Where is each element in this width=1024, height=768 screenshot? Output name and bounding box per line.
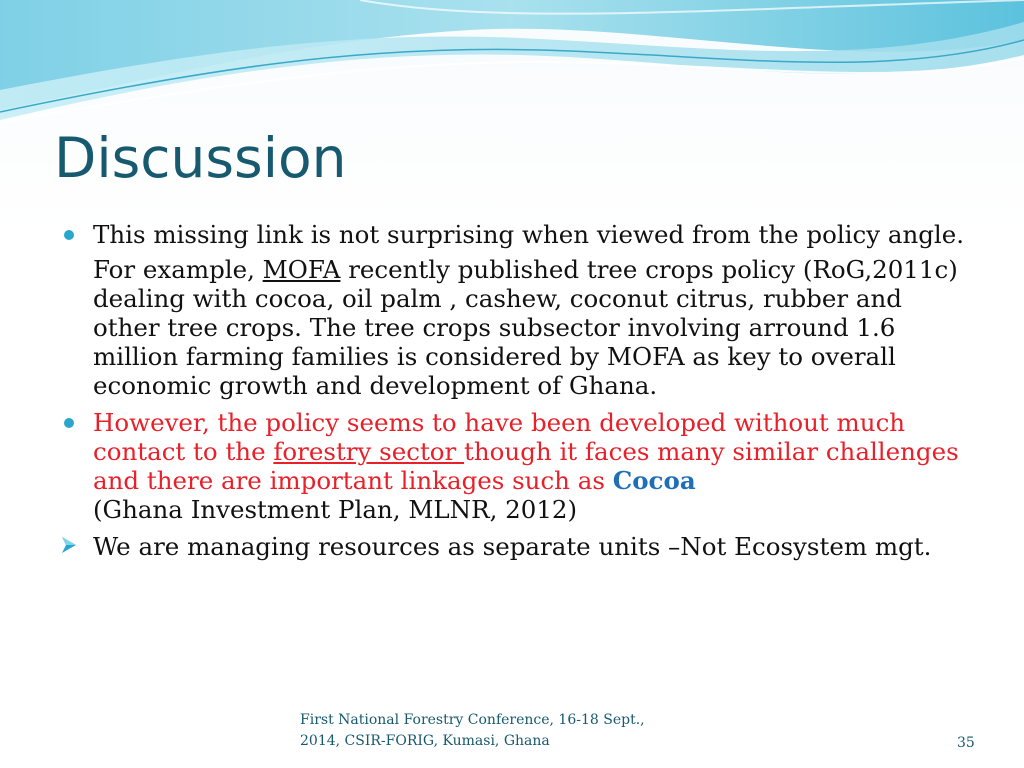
slide-title: Discussion <box>54 126 347 190</box>
footer-text: First National Forestry Conference, 16-18 Sept., 2014, CSIR-FORIG, Kumasi, Ghana <box>300 712 645 749</box>
bullet-item-1 <box>60 220 970 400</box>
slide-number: 35 <box>957 735 975 751</box>
forestry-sector-underlined: forestry sector <box>273 437 465 466</box>
bullet-text-part1: However, the policy seems to have been developed without much contact to the <box>93 408 906 466</box>
bullet-dot-icon <box>64 230 74 240</box>
arrow-bullet-icon <box>60 535 78 555</box>
bullet-list <box>60 220 970 569</box>
mofa-underlined: MOFA <box>262 255 341 284</box>
bullet-item-2 <box>60 408 970 524</box>
bullet-text-part2: though it faces many similar challenges and there are important linkages such as <box>93 437 959 495</box>
cocoa-emphasis: Cocoa <box>612 466 696 495</box>
bullet-text: This missing link is not surprising when viewed from the policy angle. <box>93 220 965 249</box>
citation-text: (Ghana Investment Plan, MLNR, 2012) <box>93 495 578 524</box>
bullet-text: We are managing resources as separate units –Not Ecosystem mgt. <box>93 532 932 561</box>
bullet-dot-icon <box>64 418 74 428</box>
example-body: recently published tree crops policy (RoG,2011c) dealing with cocoa, oil palm , cashew, coconut citrus, rubber and other tree crops. The tree crops subsector involving arround 1.6 million farming families is considered by MOFA as key to overall economic growth and development of Ghana. <box>93 255 958 400</box>
header-wave-decoration <box>0 0 1024 130</box>
example-paragraph <box>93 255 970 400</box>
bullet-item-3 <box>60 532 970 561</box>
example-prefix: For example, <box>93 255 263 284</box>
